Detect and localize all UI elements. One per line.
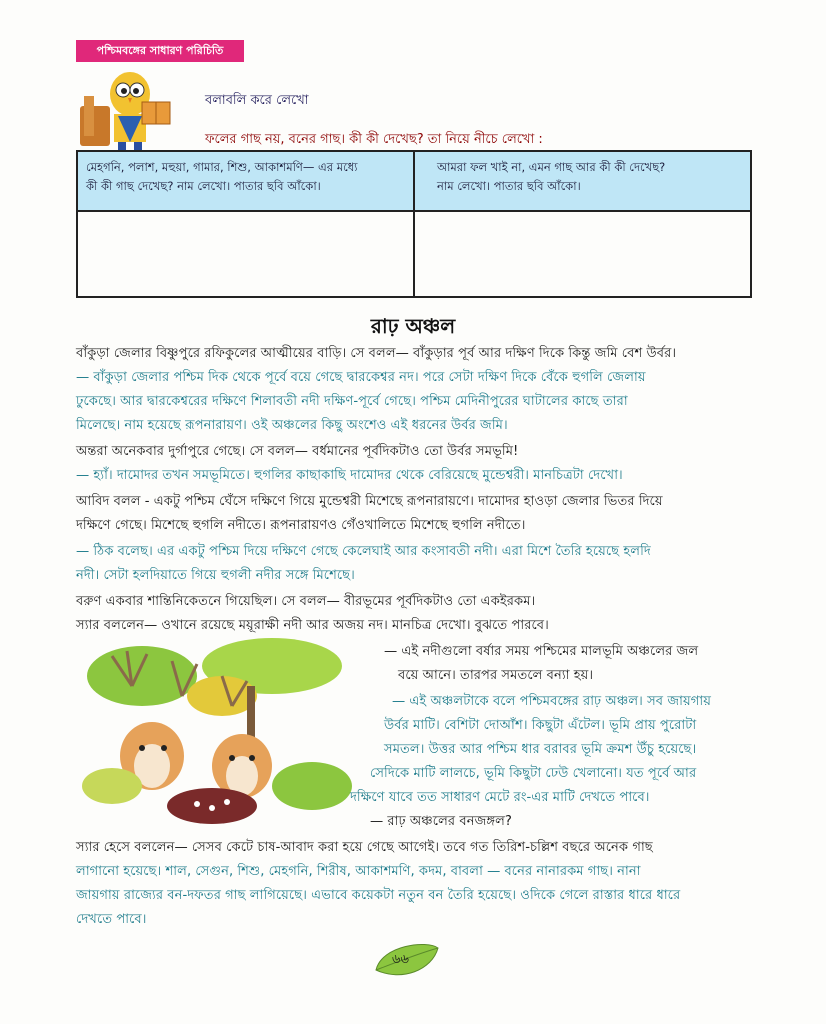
activity-label: বলাবলি করে লেখো (205, 93, 309, 108)
text-line-5: অন্তরা অনেকবার দুর্গাপুরে গেছে। সে বলল— বর্ধমানের পূর্বদিকটাও তো উর্বর সমভূমি! (76, 444, 519, 459)
text-right-line-8: — রাঢ় অঞ্চলের বনজঙ্গল? (370, 814, 512, 829)
text-line-1: বাঁকুড়া জেলার বিষ্ণুপুরে রফিকুলের আত্মীয়ের বাড়ি। সে বলল— বাঁকুড়ার পূর্ব আর দক্ষিণ দিকে কিন্তু জমি বেশ উর্বর। (76, 346, 677, 361)
text-line-9: — ঠিক বলেছ। এর একটু পশ্চিম দিয়ে দক্ষিণে গেছে কেলেঘাই আর কংসাবতী নদী। এরা মিশে তৈরি হয়েছে হলদি (76, 544, 651, 559)
text-line-2: — বাঁকুড়া জেলার পশ্চিম দিক থেকে পূর্বে বয়ে গেছে দ্বারকেশ্বর নদ। পরে সেটা দক্ষিণ দিকে বেঁকে হুগলি জেলায় (76, 370, 646, 385)
section-title: রাঢ় অঞ্চল (370, 314, 456, 338)
table-head-left-line1: মেহগনি, পলাশ, মহুয়া, গামার, শিশু, আকাশমণি— এর মধ্যে (86, 160, 358, 174)
owl-reading-illustration (78, 66, 174, 152)
page-number: ৬৬ (392, 952, 409, 967)
table-head-left-line2: কী কী গাছ দেখেছ? নাম লেখো। পাতার ছবি আঁকো। (86, 179, 321, 193)
text-bottom-line-2: লাগানো হয়েছে। শাল, সেগুন, শিশু, মেহগনি, শিরীষ, আকাশমণি, কদম, বাবলা — বনের নানারকম গাছ। নানা (76, 864, 641, 879)
text-right-line-3: — এই অঞ্চলটাকে বলে পশ্চিমবঙ্গের রাঢ় অঞ্চল। সব জায়গায় (392, 694, 711, 709)
text-line-3: ঢুকেছে। আর দ্বারকেশ্বরের দক্ষিণে শিলাবতী নদী দক্ষিণ-পূর্বে গেছে। পশ্চিম মেদিনীপুরের ঘাটালের কাছে তারা (76, 394, 628, 409)
text-right-line-2: বয়ে আনে। তারপর সমতলে বন্যা হয়। (398, 668, 594, 683)
table-head-left (78, 152, 415, 210)
deer-forest-illustration (72, 636, 372, 826)
text-right-line-7: দক্ষিণে যাবে তত সাধারণ মেটে রং-এর মাটি দেখতে পাবে। (350, 790, 650, 805)
table-head-right-line2: নাম লেখো। পাতার ছবি আঁকো। (437, 179, 581, 193)
text-bottom-line-3: জায়গায় রাজ্যের বন-দফতর গাছ লাগিয়েছে। এভাবে কয়েকটা নতুন বন তৈরি হয়েছে। ওদিকে গেলে রাস্তার ধারে ধারে (76, 888, 681, 903)
text-line-11: বরুণ একবার শান্তিনিকেতনে গিয়েছিল। সে বলল— বীরভূমের পূর্বদিকটাও তো একইরকম। (76, 594, 536, 609)
table-head-right-line1: আমরা ফল খাই না, এমন গাছ আর কী কী দেখেছ? (437, 160, 666, 174)
text-right-line-1: — এই নদীগুলো বর্ষার সময় পশ্চিমের মালভূমি অঞ্চলের জল (384, 644, 699, 659)
text-bottom-line-1: স্যার হেসে বললেন— সেসব কেটে চাষ-আবাদ করা হয়ে গেছে আগেই। তবে গত তিরিশ-চল্লিশ বছরে অনেক গাছ (76, 840, 653, 855)
text-line-4: মিলেছে। নাম হয়েছে রূপনারায়ণ। ওই অঞ্চলের কিছু অংশেও এই ধরনের উর্বর জমি। (76, 418, 508, 433)
activity-question: ফলের গাছ নয়, বনের গাছ। কী কী দেখেছ? তা নিয়ে নীচে লেখো : (205, 132, 543, 147)
text-right-line-5: সমতল। উত্তর আর পশ্চিম ধার বরাবর ভূমি ক্রমশ উঁচু হয়েছে। (384, 742, 697, 757)
text-line-6: — হ্যাঁ। দামোদর তখন সমভূমিতে। হুগলির কাছাকাছি দামোদর থেকে বেরিয়েছে মুন্ডেশ্বরী। মানচিত্রটা দেখো। (76, 468, 623, 483)
text-right-line-6: সেদিকে মাটি লালচে, ভূমি কিছুটা ঢেউ খেলানো। যত পূর্বে আর (370, 766, 697, 781)
text-right-line-4: উর্বর মাটি। বেশিটা দোআঁশ। কিছুটা এঁটেল। ভূমি প্রায় পুরোটা (384, 718, 697, 733)
answer-cell-left[interactable] (78, 210, 415, 296)
text-line-10: নদী। সেটা হলদিয়াতে গিয়ে হুগলী নদীর সঙ্গে মিশেছে। (76, 568, 355, 583)
text-bottom-line-4: দেখতে পাবে। (76, 912, 147, 927)
text-line-12: স্যার বললেন— ওখানে রয়েছে ময়ূরাক্ষী নদী আর অজয় নদ। মানচিত্র দেখো। বুঝতে পারবে। (76, 618, 549, 633)
text-line-8: দক্ষিণে গেছে। মিশেছে হুগলি নদীতে। রূপনারায়ণও গেঁওখালিতে মিশেছে হুগলি নদীতে। (76, 518, 526, 533)
chapter-badge: পশ্চিমবঙ্গের সাধারণ পরিচিতি (76, 40, 244, 62)
activity-table (76, 150, 752, 298)
text-line-7: আবিদ বলল - একটু পশ্চিম ঘেঁসে দক্ষিণে গিয়ে মুন্ডেশ্বরী মিশেছে রূপনারায়ণে। দামোদর হাওড়া জেলার ভিতর দিয়ে (76, 494, 663, 509)
answer-cell-right[interactable] (415, 210, 750, 296)
table-head-right (415, 152, 750, 210)
